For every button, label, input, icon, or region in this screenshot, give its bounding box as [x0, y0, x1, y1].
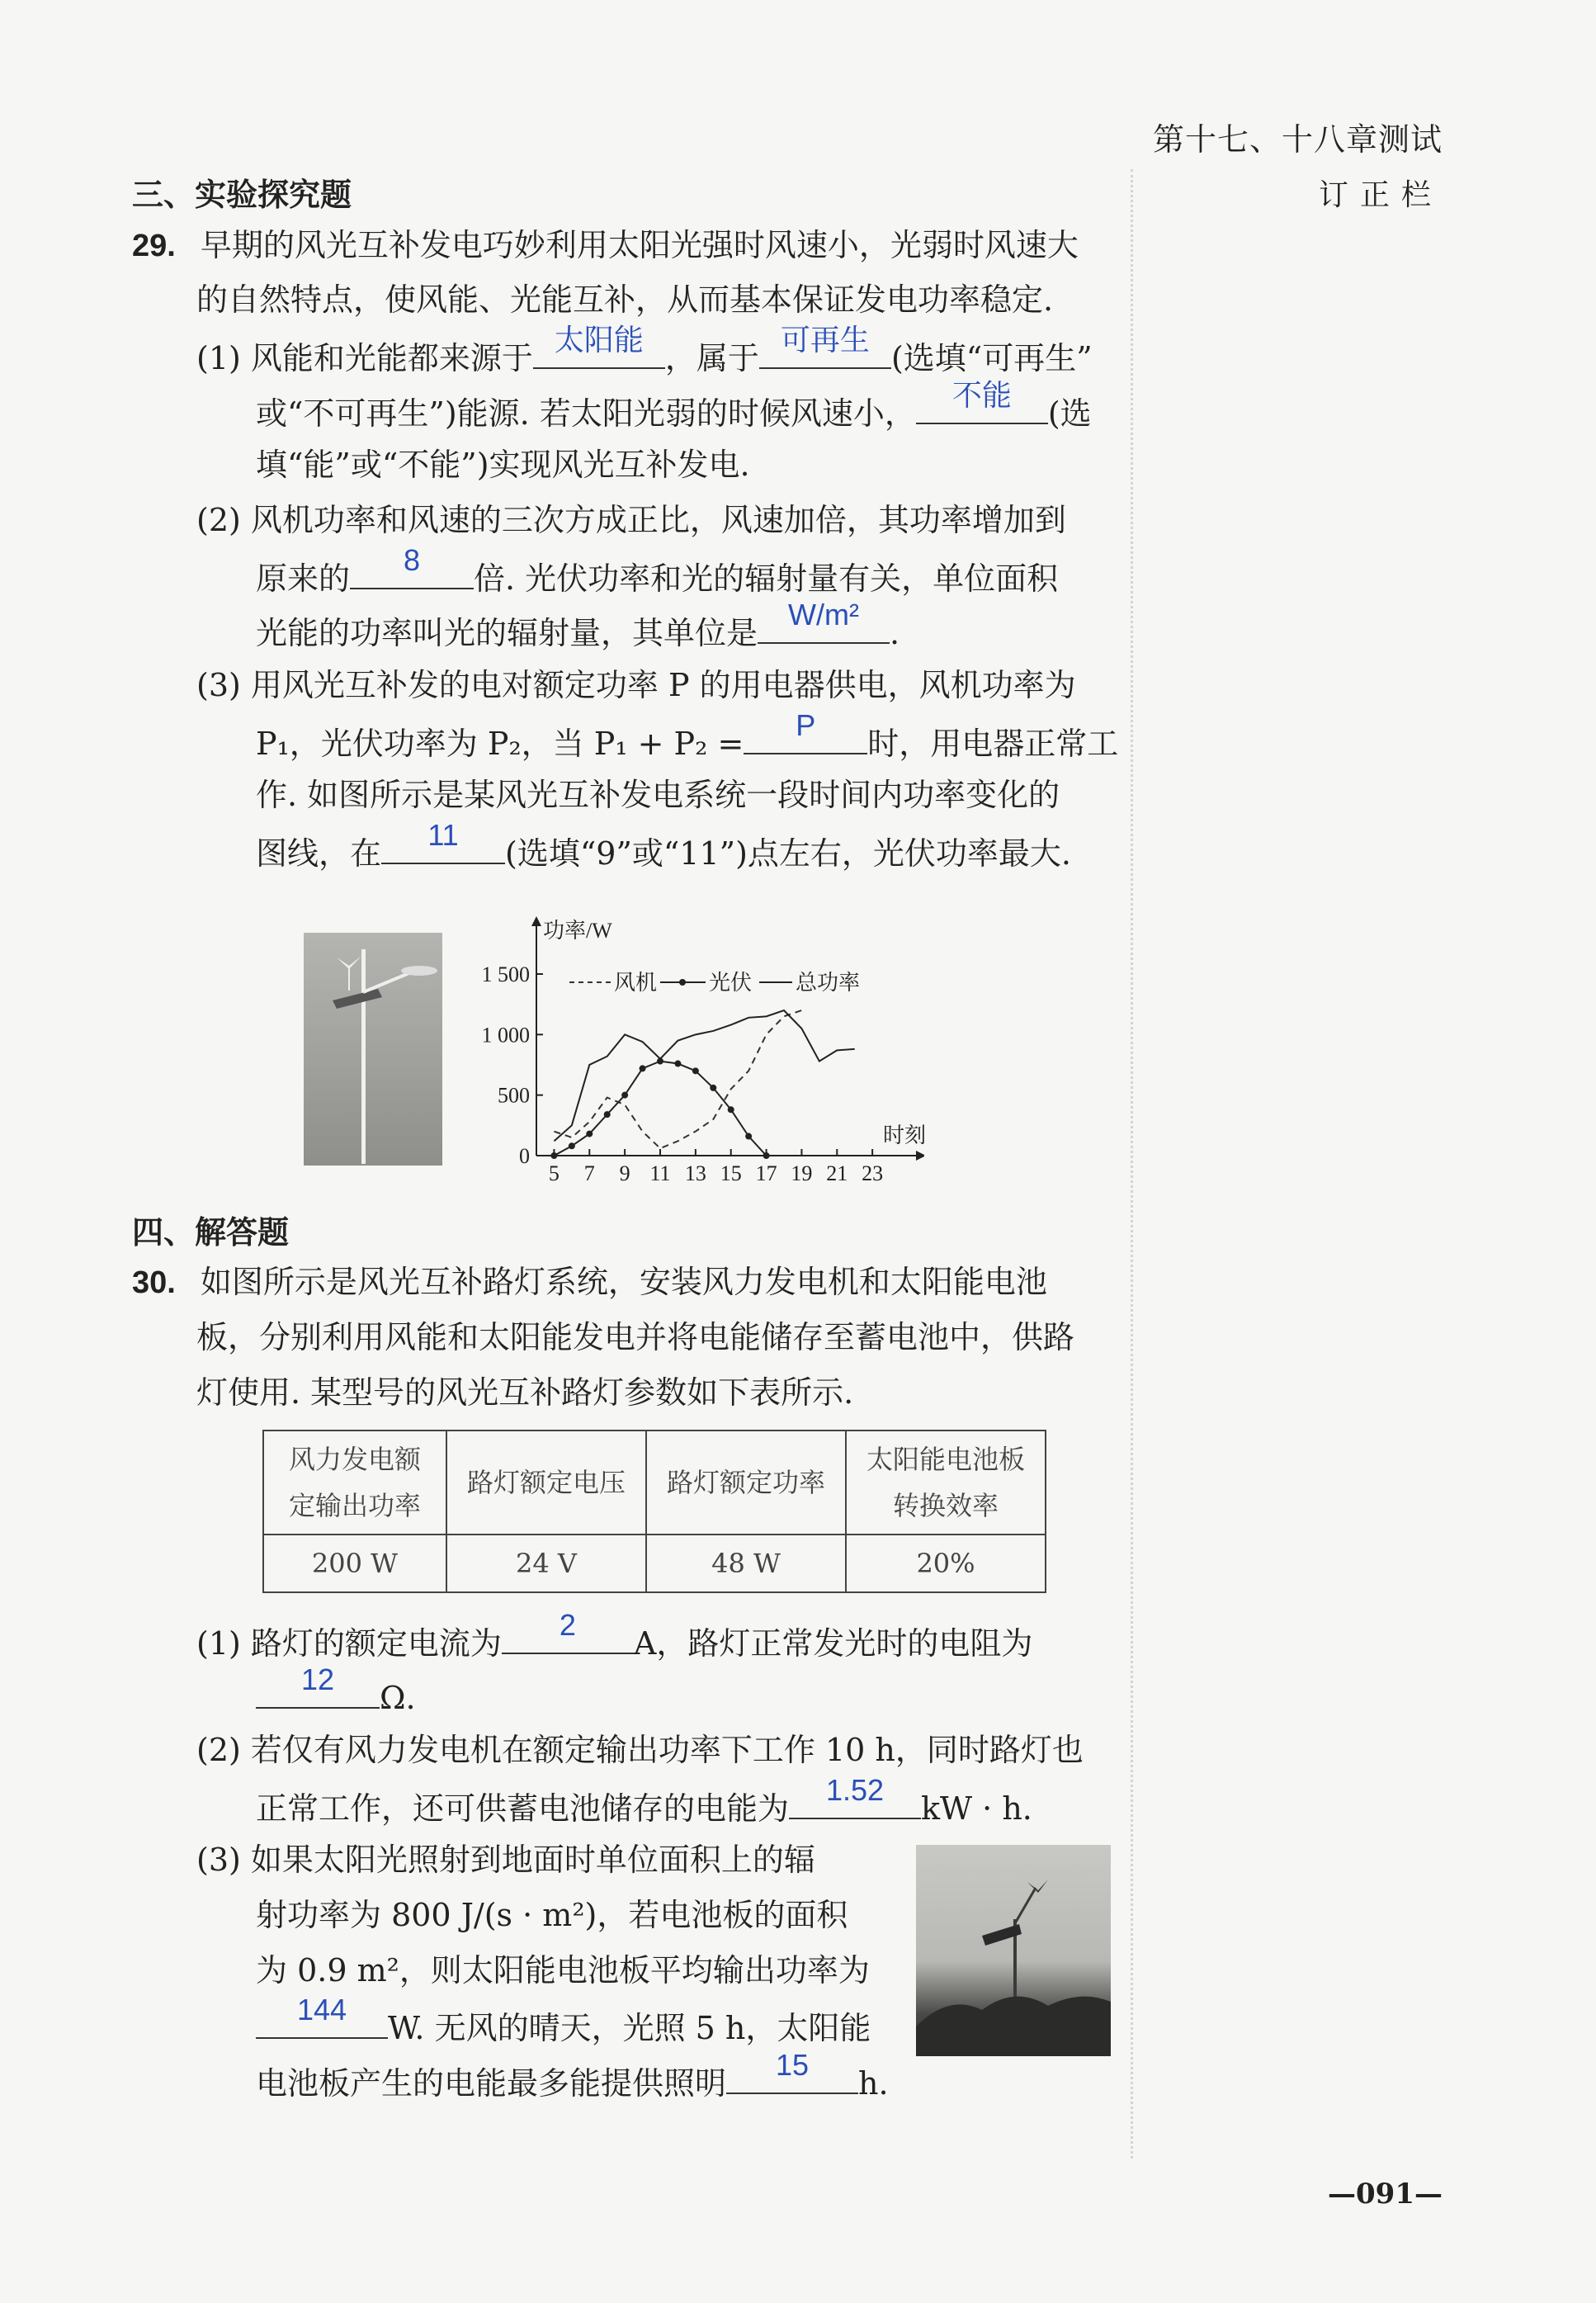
series-point	[640, 1065, 646, 1071]
series-point	[745, 1133, 752, 1140]
streetlight-illustration	[304, 933, 442, 1166]
answer-text: 15	[775, 2048, 810, 2082]
x-tick-label: 5	[548, 1161, 560, 1185]
series-point	[604, 1111, 611, 1118]
answer-text: 2	[559, 1608, 576, 1642]
x-axis-arrow	[916, 1151, 924, 1161]
table-cell: 48 W	[646, 1535, 846, 1592]
q29-number: 29.	[132, 229, 176, 263]
series-point	[586, 1131, 593, 1137]
q30-line-1: 30. 如图所示是风光互补路灯系统，安装风力发电机和太阳能电池	[132, 1264, 1047, 1300]
series-point	[763, 1152, 770, 1159]
q29-part2-line2: 原来的 8 倍. 光伏功率和光的辐射量有关，单位面积	[256, 555, 1058, 599]
q30-part3-line5: 电池板产生的电能最多能提供照明 15 h.	[256, 2059, 889, 2104]
series-point	[710, 1085, 716, 1091]
answer-text: 太阳能	[554, 323, 644, 357]
correction-column-label: 订正栏	[1318, 178, 1443, 212]
answer-blank[interactable]	[256, 1993, 388, 2039]
table-cell: 20%	[846, 1535, 1046, 1592]
q29-part2-line3: 光能的功率叫光的辐射量，其单位是 W/m² .	[256, 609, 900, 654]
answer-blank[interactable]	[758, 598, 890, 644]
q30-part3-line2: 射功率为 800 J/(s · m²)，若电池板的面积	[256, 1897, 848, 1933]
x-tick-label: 13	[684, 1161, 706, 1185]
q30-line-2: 板，分别利用风能和太阳能发电并将电能储存至蓄电池中，供路	[196, 1319, 1075, 1355]
q30-line-3: 灯使用. 某型号的风光互补路灯参数如下表所示.	[196, 1374, 854, 1411]
y-tick-label: 500	[498, 1083, 530, 1108]
q30-part1-line2: 12 Ω.	[256, 1674, 416, 1719]
answer-text: 12	[300, 1662, 335, 1696]
series-point	[621, 1092, 628, 1099]
answer-blank[interactable]	[350, 543, 474, 589]
x-tick-label: 19	[791, 1161, 813, 1185]
answer-blank[interactable]	[381, 818, 505, 864]
q29-part3-line2: P₁，光伏功率为 P₂，当 P₁ + P₂ = P 时，用电器正常工	[256, 720, 1118, 764]
q29-part3-line1: (3) 用风光互补发的电对额定功率 P 的用电器供电，风机功率为	[196, 667, 1076, 703]
table-header-cell: 路灯额定功率	[646, 1431, 846, 1535]
table-row	[263, 1535, 1046, 1592]
x-tick-label: 11	[649, 1161, 671, 1185]
q30-part1-line1: (1) 路灯的额定电流为 2 A，路灯正常发光时的电阻为	[196, 1620, 1032, 1664]
answer-text: 144	[296, 1993, 347, 2026]
answer-blank[interactable]	[502, 1608, 634, 1654]
q29-part1-line3: 填“能”或“不能”)实现风光互补发电.	[256, 447, 750, 483]
y-axis-arrow	[531, 916, 541, 926]
q30-part3-line3: 为 0.9 m²，则太阳能电池板平均输出功率为	[256, 1952, 870, 1989]
answer-text: W/m²	[788, 598, 859, 631]
answer-blank[interactable]	[744, 708, 867, 754]
q30-number: 30.	[132, 1265, 176, 1300]
series-line-dashed	[554, 1010, 801, 1148]
params-table-wrapper	[262, 1430, 1046, 1593]
series-point	[728, 1106, 734, 1113]
correction-column-divider	[1131, 169, 1133, 2159]
y-axis-label: 功率/W	[543, 919, 612, 943]
table-cell: 24 V	[446, 1535, 646, 1592]
answer-text: P	[796, 708, 816, 742]
q29-part1-line1: (1) 风能和光能都来源于 太阳能 ，属于 可再生 (选填“可再生”	[196, 334, 1093, 379]
q30-part2-line2: 正常工作，还可供蓄电池储存的电能为 1.52 kW · h.	[256, 1785, 1032, 1829]
wind-solar-streetlight-photo	[304, 933, 442, 1166]
answer-blank[interactable]	[533, 323, 665, 369]
answer-blank[interactable]	[916, 378, 1048, 424]
answer-blank[interactable]	[789, 1773, 921, 1819]
chapter-title: 第十七、十八章测试	[1152, 121, 1443, 158]
q30-part2-line1: (2) 若仅有风力发电机在额定输出功率下工作 10 h，同时路灯也	[196, 1732, 1084, 1768]
answer-text: 11	[427, 818, 459, 852]
answer-blank[interactable]	[759, 323, 891, 369]
q29-part1-line2: 或“不可再生”)能源. 若太阳光弱的时候风速小， 不能 (选	[256, 390, 1092, 434]
q30-part3-line1: (3) 如果太阳光照射到地面时单位面积上的辐	[196, 1842, 815, 1878]
answer-text: 可再生	[780, 323, 870, 357]
page-number: —091—	[1328, 2178, 1443, 2211]
q29-part2-line1: (2) 风机功率和风速的三次方成正比，风速加倍，其功率增加到	[196, 502, 1066, 538]
table-cell: 200 W	[263, 1535, 446, 1592]
legend-solar-marker	[679, 979, 686, 986]
series-point	[674, 1061, 681, 1067]
series-line-solid	[554, 1010, 854, 1141]
answer-text: 不能	[951, 378, 1012, 412]
q30-part3-line4: 144 W. 无风的晴天，光照 5 h，太阳能	[256, 2004, 871, 2049]
series-point	[692, 1067, 699, 1074]
power-chart	[462, 908, 924, 1189]
answer-text: 1.52	[825, 1773, 885, 1807]
x-tick-label: 9	[619, 1161, 630, 1185]
legend-solar-label: 光伏	[709, 971, 753, 995]
x-tick-label: 23	[862, 1161, 884, 1185]
legend-total-label: 总功率	[796, 971, 861, 995]
y-tick-label: 1 500	[481, 962, 530, 986]
x-tick-label: 21	[826, 1161, 848, 1185]
q29-part3-line4: 图线，在 11 (选填“9”或“11”)点左右，光伏功率最大.	[256, 830, 1071, 874]
streetlight-illustration-2	[916, 1845, 1111, 2056]
q29-part3-line3: 作. 如图所示是某风光互补发电系统一段时间内功率变化的	[256, 777, 1060, 813]
legend-wind-label: 风机	[614, 971, 658, 995]
table-header-row	[263, 1431, 1046, 1535]
series-point	[569, 1142, 575, 1149]
x-tick-label: 7	[583, 1161, 595, 1185]
x-axis-label: 时刻	[883, 1123, 924, 1147]
y-tick-label: 0	[519, 1144, 530, 1168]
table-header-cell: 路灯额定电压	[446, 1431, 646, 1535]
section-4-title: 四、解答题	[132, 1216, 290, 1251]
table-header-cell: 风力发电额 定输出功率	[263, 1431, 446, 1535]
streetlight-params-table	[262, 1430, 1046, 1593]
answer-blank[interactable]	[726, 2048, 858, 2094]
y-tick-label: 1 000	[481, 1023, 530, 1047]
x-tick-label: 15	[720, 1161, 742, 1185]
section-3-title: 三、实验探究题	[132, 178, 352, 213]
q29-line-1: 29. 早期的风光互补发电巧妙利用太阳光强时风速小，光弱时风速大	[132, 227, 1079, 263]
wind-solar-streetlight-photo-2	[916, 1845, 1111, 2056]
series-point	[550, 1152, 557, 1159]
table-header-cell: 太阳能电池板 转换效率	[846, 1431, 1046, 1535]
q29-line-2: 的自然特点，使风能、光能互补，从而基本保证发电功率稳定.	[196, 281, 1054, 318]
power-chart-svg	[462, 908, 924, 1189]
answer-text: 8	[404, 543, 421, 577]
x-tick-label: 17	[755, 1161, 777, 1185]
